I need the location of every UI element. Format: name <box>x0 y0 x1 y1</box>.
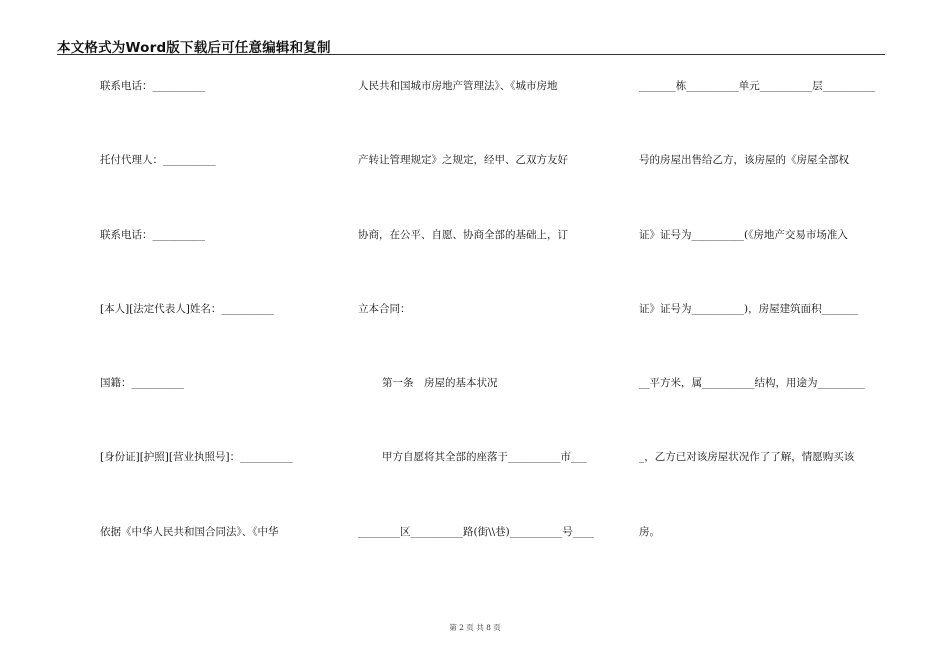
header-title: 本文格式为Word版下载后可任意编辑和复制 <box>57 40 331 56</box>
column-3-line: 证》证号为__________(《房地产交易市场准入 <box>639 228 848 241</box>
column-1-line: 国籍：__________ <box>100 377 184 390</box>
column-2-line: 立本合同： <box>358 302 411 315</box>
column-2-line: 人民共和国城市房地产管理法》、《城市房地 <box>358 80 558 92</box>
column-2-line: 甲方自愿将其全部的座落于__________市___ <box>382 451 587 464</box>
article-heading: 第一条 房屋的基本状况 <box>382 377 498 390</box>
column-3-line: 证》证号为__________)，房屋建筑面积_______ <box>639 302 859 315</box>
column-3-line: 号的房屋出售给乙方，该房屋的《房屋全部权 <box>639 154 849 167</box>
column-3-line: _，乙方已对该房屋状况作了了解，情愿购买该 <box>639 451 855 464</box>
page-header <box>57 34 885 55</box>
column-1-line: [本人][法定代表人]姓名：__________ <box>100 302 274 315</box>
column-3-line: _______栋__________单元__________层__________ <box>639 80 876 92</box>
column-1-line: 托付代理人：__________ <box>100 154 216 167</box>
text-column-3 <box>639 79 889 599</box>
text-column-2 <box>358 79 608 599</box>
page-number: 第 2 页 共 8 页 <box>449 623 501 632</box>
column-3-line: 房。 <box>639 525 660 538</box>
column-1-line: [身份证][护照][营业执照号]：__________ <box>100 451 293 464</box>
text-column-1 <box>100 79 330 599</box>
column-1-line: 联系电话：__________ <box>100 80 205 92</box>
column-1-line: 联系电话：__________ <box>100 228 205 241</box>
column-1-line: 依据《中华人民共和国合同法》、《中华 <box>100 525 279 538</box>
column-2-line: ________区__________路(街\\巷)__________号____ <box>358 525 594 538</box>
column-2-line: 产转让管理规定》之规定，经甲、乙双方友好 <box>358 154 568 167</box>
column-2-line: 协商，在公平、自愿、协商全部的基础上，订 <box>358 228 568 241</box>
column-3-line: __平方米，属__________结构，用途为_________ <box>639 377 865 390</box>
